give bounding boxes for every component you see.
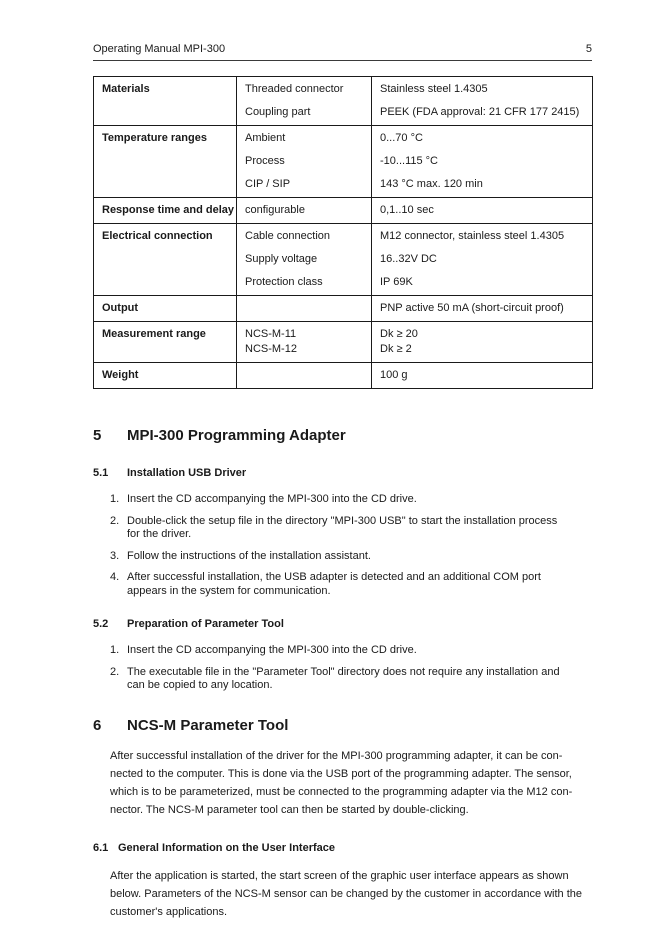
list-item-number: 2. bbox=[110, 514, 120, 527]
spec-line: Ambient bbox=[245, 132, 286, 144]
spec-line: Stainless steel 1.4305 bbox=[380, 83, 488, 95]
spec-value-cell bbox=[372, 296, 593, 322]
list-item bbox=[110, 644, 592, 658]
spec-line: Threaded connector bbox=[245, 83, 344, 95]
spec-value-cell bbox=[372, 198, 593, 224]
paragraph-line: below. Parameters of the NCS-M sensor can be changed by the customer in accordance with the bbox=[110, 887, 583, 900]
list-item-number: 3. bbox=[110, 549, 120, 562]
list-item-text: Follow the instructions of the installation assistant. bbox=[127, 549, 371, 562]
list-item-text: for the driver. bbox=[127, 528, 192, 540]
spec-param-cell bbox=[94, 322, 237, 363]
spec-param-cell bbox=[94, 126, 237, 198]
section-number: 6.1 bbox=[93, 841, 109, 854]
spec-line: Protection class bbox=[245, 276, 323, 288]
spec-line: Coupling part bbox=[245, 106, 311, 118]
list-item bbox=[110, 515, 592, 542]
list-item-number: 2. bbox=[110, 665, 120, 678]
spec-value-cell bbox=[372, 363, 593, 389]
spec-sub-cell bbox=[237, 322, 372, 363]
list-item-text: After successful installation, the USB adapter is detected and an additional COM port bbox=[127, 571, 541, 583]
spec-line: PEEK (FDA approval: 21 CFR 177 2415) bbox=[380, 106, 580, 118]
spec-line: NCS-M-12 bbox=[245, 343, 297, 355]
spec-param-cell bbox=[94, 296, 237, 322]
spec-line: Cable connection bbox=[245, 230, 331, 242]
section-title: Installation USB Driver bbox=[127, 467, 247, 479]
list-item bbox=[110, 550, 592, 564]
section-title: NCS-M Parameter Tool bbox=[127, 716, 289, 734]
spec-value-cell bbox=[372, 224, 593, 296]
numbered-list-5-1 bbox=[110, 493, 592, 598]
spec-sub-cell bbox=[237, 296, 372, 322]
section-6-1-paragraph bbox=[110, 867, 592, 921]
paragraph-line: After successful installation of the driver for the MPI-300 programming adapter, it can be con- bbox=[110, 749, 563, 762]
list-item-text: Insert the CD accompanying the MPI-300 into the CD drive. bbox=[127, 644, 417, 656]
spec-line: 16..32V DC bbox=[380, 253, 437, 265]
section-6-paragraph bbox=[110, 747, 592, 819]
section-number: 5.2 bbox=[93, 618, 109, 630]
spec-line: NCS-M-11 bbox=[245, 328, 297, 340]
list-item-number: 1. bbox=[110, 644, 120, 656]
spec-sub-cell bbox=[237, 77, 372, 126]
spec-row-response-time bbox=[94, 198, 593, 224]
spec-line: 143 °C max. 120 min bbox=[380, 178, 483, 190]
spec-row-temperature bbox=[94, 126, 593, 198]
spec-value-cell bbox=[372, 126, 593, 198]
list-item-text: The executable file in the "Parameter Tool" directory does not require any installation and bbox=[127, 665, 560, 678]
header-title: Operating Manual MPI-300 bbox=[93, 43, 226, 55]
paragraph-line: which is to be parameterized, must be connected to the programming adapter via the M12 con- bbox=[110, 785, 573, 798]
section-heading-5 bbox=[93, 427, 592, 445]
paragraph-line: After the application is started, the start screen of the graphic user interface appears as shown bbox=[110, 869, 569, 882]
spec-param-label: Response time and delay bbox=[102, 204, 235, 216]
spec-value-cell bbox=[372, 322, 593, 363]
spec-param-cell bbox=[94, 77, 237, 126]
spec-sub-cell bbox=[237, 198, 372, 224]
spec-line: 100 g bbox=[380, 369, 408, 381]
spec-param-label: Electrical connection bbox=[102, 230, 213, 242]
list-item-number: 4. bbox=[110, 571, 120, 583]
spec-line: 0...70 °C bbox=[380, 132, 423, 144]
spec-line: M12 connector, stainless steel 1.4305 bbox=[380, 230, 565, 242]
spec-sub-cell bbox=[237, 363, 372, 389]
spec-line: configurable bbox=[245, 204, 305, 216]
header-page-number: 5 bbox=[585, 43, 592, 55]
spec-row-materials bbox=[94, 77, 593, 126]
section-title: MPI-300 Programming Adapter bbox=[127, 427, 346, 444]
spec-param-label: Measurement range bbox=[102, 328, 206, 340]
list-item-number: 1. bbox=[110, 493, 120, 505]
section-number: 5.1 bbox=[93, 467, 109, 479]
spec-param-label: Temperature ranges bbox=[102, 132, 207, 144]
spec-line: 0,1..10 sec bbox=[380, 204, 434, 216]
spec-line: Supply voltage bbox=[245, 253, 318, 265]
list-item-text: appears in the system for communication. bbox=[127, 584, 331, 597]
spec-value-cell bbox=[372, 77, 593, 126]
spec-param-cell bbox=[94, 224, 237, 296]
section-number: 6 bbox=[93, 716, 102, 734]
spec-line: PNP active 50 mA (short-circuit proof) bbox=[380, 302, 564, 314]
spec-line: CIP / SIP bbox=[245, 178, 291, 190]
spec-line: IP 69K bbox=[380, 276, 413, 288]
section-heading-6 bbox=[93, 717, 592, 735]
list-item-text: can be copied to any location. bbox=[127, 679, 273, 691]
list-item bbox=[110, 571, 592, 598]
spec-param-cell bbox=[94, 198, 237, 224]
spec-param-cell bbox=[94, 363, 237, 389]
section-title: Preparation of Parameter Tool bbox=[127, 618, 284, 630]
spec-row-measurement-range bbox=[94, 322, 593, 363]
spec-line: Dk ≥ 20 bbox=[380, 328, 418, 340]
spec-line: -10...115 °C bbox=[380, 155, 439, 167]
list-item-text: Double-click the setup file in the directory "MPI-300 USB" to start the installation process bbox=[127, 514, 558, 527]
spec-row-electrical bbox=[94, 224, 593, 296]
section-number: 5 bbox=[93, 427, 102, 444]
spec-row-weight bbox=[94, 363, 593, 389]
spec-sub-cell bbox=[237, 126, 372, 198]
paragraph-line: nector. The NCS-M parameter tool can then be started by double-clicking. bbox=[110, 803, 469, 816]
section-heading-6-1 bbox=[93, 841, 592, 855]
spec-param-label: Weight bbox=[102, 369, 139, 381]
spec-sub-cell bbox=[237, 224, 372, 296]
list-item bbox=[110, 666, 592, 693]
spec-line: Dk ≥ 2 bbox=[380, 343, 412, 355]
spec-param-label: Materials bbox=[102, 83, 150, 95]
section-heading-5-1 bbox=[93, 466, 592, 480]
list-item-text: Insert the CD accompanying the MPI-300 into the CD drive. bbox=[127, 493, 417, 505]
spec-param-label: Output bbox=[102, 302, 139, 314]
spec-line: Process bbox=[245, 155, 285, 167]
list-item bbox=[110, 493, 592, 507]
paragraph-line: nected to the computer. This is done via the USB port of the programming adapter. The sensor, bbox=[110, 767, 572, 780]
section-heading-5-2 bbox=[93, 617, 592, 631]
paragraph-line: customer's applications. bbox=[110, 905, 228, 918]
spec-row-output bbox=[94, 296, 593, 322]
numbered-list-5-2 bbox=[110, 644, 592, 693]
page-header bbox=[93, 43, 592, 61]
spec-table bbox=[93, 76, 593, 389]
section-title: General Information on the User Interface bbox=[118, 841, 335, 854]
